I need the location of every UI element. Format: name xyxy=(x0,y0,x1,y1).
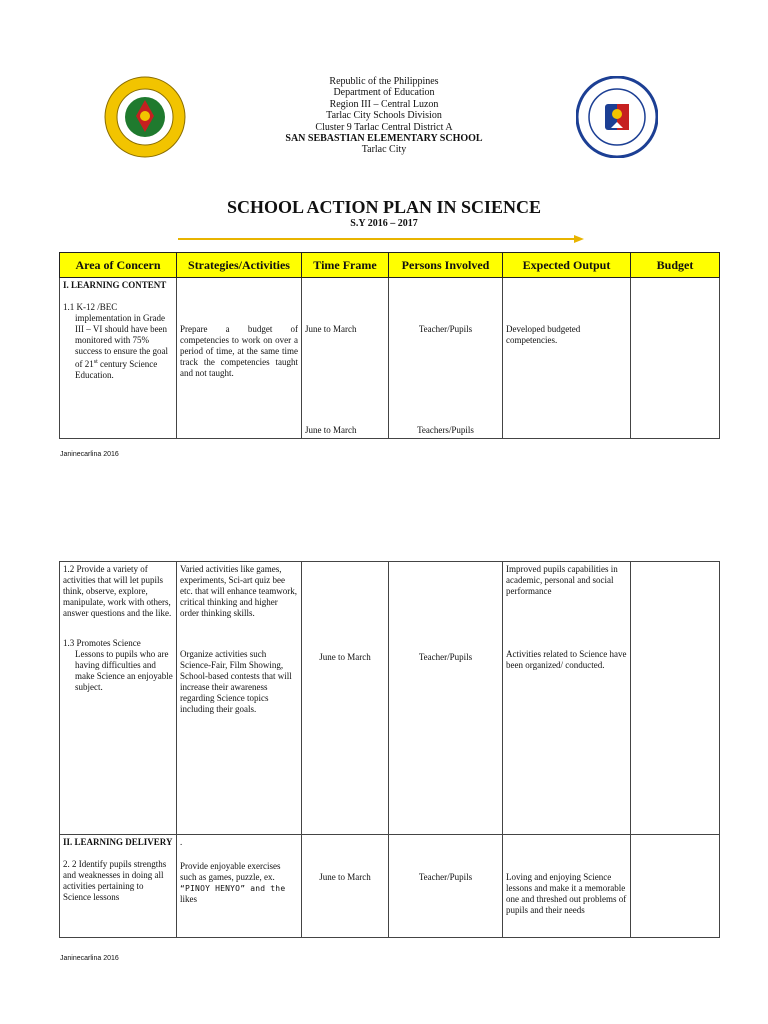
cell-time xyxy=(302,835,389,938)
header-strategies: Strategies/Activities xyxy=(177,253,302,278)
persons-text: Teacher/Pupils xyxy=(418,872,473,882)
gold-divider xyxy=(178,230,584,238)
persons-text: Teacher/Pupils xyxy=(418,652,473,662)
item-text: 1.2 Provide a variety of activities that will let pupils think, observe, explore, manipulate, work with others, answer questions and the like. xyxy=(63,564,172,618)
header-persons-involved: Persons Involved xyxy=(389,253,503,278)
letterhead xyxy=(0,76,768,156)
cell-area xyxy=(60,835,177,938)
cell-output xyxy=(503,835,631,938)
footer-signature: Janinecarlina 2016 xyxy=(60,451,119,458)
cell-budget xyxy=(631,835,720,938)
time-text: June to March xyxy=(305,324,357,334)
cell-output xyxy=(503,278,631,439)
table-row xyxy=(60,278,720,439)
letterhead-line: Region III – Central Luzon xyxy=(329,98,439,110)
output-text: Developed budgeted competencies. xyxy=(506,324,581,345)
cell-strategy xyxy=(177,278,302,439)
cell-budget xyxy=(631,278,720,439)
item-body: Lessons to pupils who are having difficulties and make Science an enjoyable subject. xyxy=(75,649,173,692)
cell-persons xyxy=(389,278,503,439)
cell-budget xyxy=(631,562,720,835)
time-text: June to March xyxy=(319,872,371,882)
dot-mark: . xyxy=(180,837,183,847)
time-text: June to March xyxy=(305,425,357,435)
cell-persons xyxy=(389,835,503,938)
action-plan-table-2 xyxy=(59,561,720,938)
cell-time xyxy=(302,278,389,439)
cell-time xyxy=(302,562,389,835)
strategy-text: likes xyxy=(180,894,197,904)
section-heading: I. LEARNING CONTENT xyxy=(63,280,167,290)
strategy-text: Varied activities like games, experiments, Sci-art quiz bee etc. that will enhance teamwork, critical thinking and higher order thinking skills. xyxy=(180,564,297,618)
letterhead-line: Department of Education xyxy=(333,87,435,99)
header-expected-output: Expected Output xyxy=(503,253,631,278)
persons-text: Teacher/Pupils xyxy=(418,324,473,334)
letterhead-line: Cluster 9 Tarlac Central District A xyxy=(315,121,453,133)
header-time-frame: Time Frame xyxy=(302,253,389,278)
output-text: Loving and enjoying Science lessons and make it a memorable one and threshed out problems of pupils and their needs xyxy=(506,872,627,915)
item-lead: 1.1 K-12 /BEC xyxy=(63,302,118,312)
school-name: SAN SEBASTIAN ELEMENTARY SCHOOL xyxy=(285,133,483,145)
table-header-row xyxy=(60,253,720,278)
time-text: June to March xyxy=(319,652,371,662)
page-title: SCHOOL ACTION PLAN IN SCIENCE xyxy=(226,197,542,217)
action-plan-table-1 xyxy=(59,252,720,439)
letterhead-line: Tarlac City Schools Division xyxy=(326,110,442,122)
footer-signature: Janinecarlina 2016 xyxy=(60,955,119,962)
cell-area xyxy=(60,278,177,439)
school-city: Tarlac City xyxy=(361,144,407,156)
output-text: Improved pupils capabilities in academic, personal and social performance xyxy=(506,564,618,596)
header-area-of-concern: Area of Concern xyxy=(60,253,177,278)
item-text: 2. 2 Identify pupils strengths and weaknesses in doing all activities pertaining to Science lessons xyxy=(63,859,167,902)
strategy-text: Prepare a budget of competencies to work on over a period of time, at the same time track the competencies taught and not taught. xyxy=(180,324,298,378)
item-body: implementation in Grade III – VI should have been monitored with 75% success to ensure the goal of 21st century Science Education. xyxy=(75,313,168,380)
output-text: Activities related to Science have been organized/ conducted. xyxy=(506,649,627,670)
cell-output xyxy=(503,562,631,835)
school-year: S.Y 2016 – 2017 xyxy=(350,218,418,229)
cell-area xyxy=(60,562,177,835)
persons-text: Teachers/Pupils xyxy=(417,425,474,435)
header-budget: Budget xyxy=(631,253,720,278)
cell-strategy xyxy=(177,562,302,835)
table-row xyxy=(60,835,720,938)
cell-strategy xyxy=(177,835,302,938)
item-lead: 1.3 Promotes Science xyxy=(63,638,141,648)
letterhead-line: Republic of the Philippines xyxy=(329,76,439,87)
strategy-text: Provide enjoyable exercises such as games, puzzle, ex. xyxy=(180,861,281,882)
strategy-text: Organize activities such Science-Fair, Film Showing, School-based contests that will increase their awareness regarding Science topics including their goals. xyxy=(180,649,292,714)
section-heading: II. LEARNING DELIVERY xyxy=(63,837,173,847)
strategy-handwriting: “PINOY HENYO” and the xyxy=(180,884,286,893)
cell-persons xyxy=(389,562,503,835)
table-row xyxy=(60,562,720,835)
